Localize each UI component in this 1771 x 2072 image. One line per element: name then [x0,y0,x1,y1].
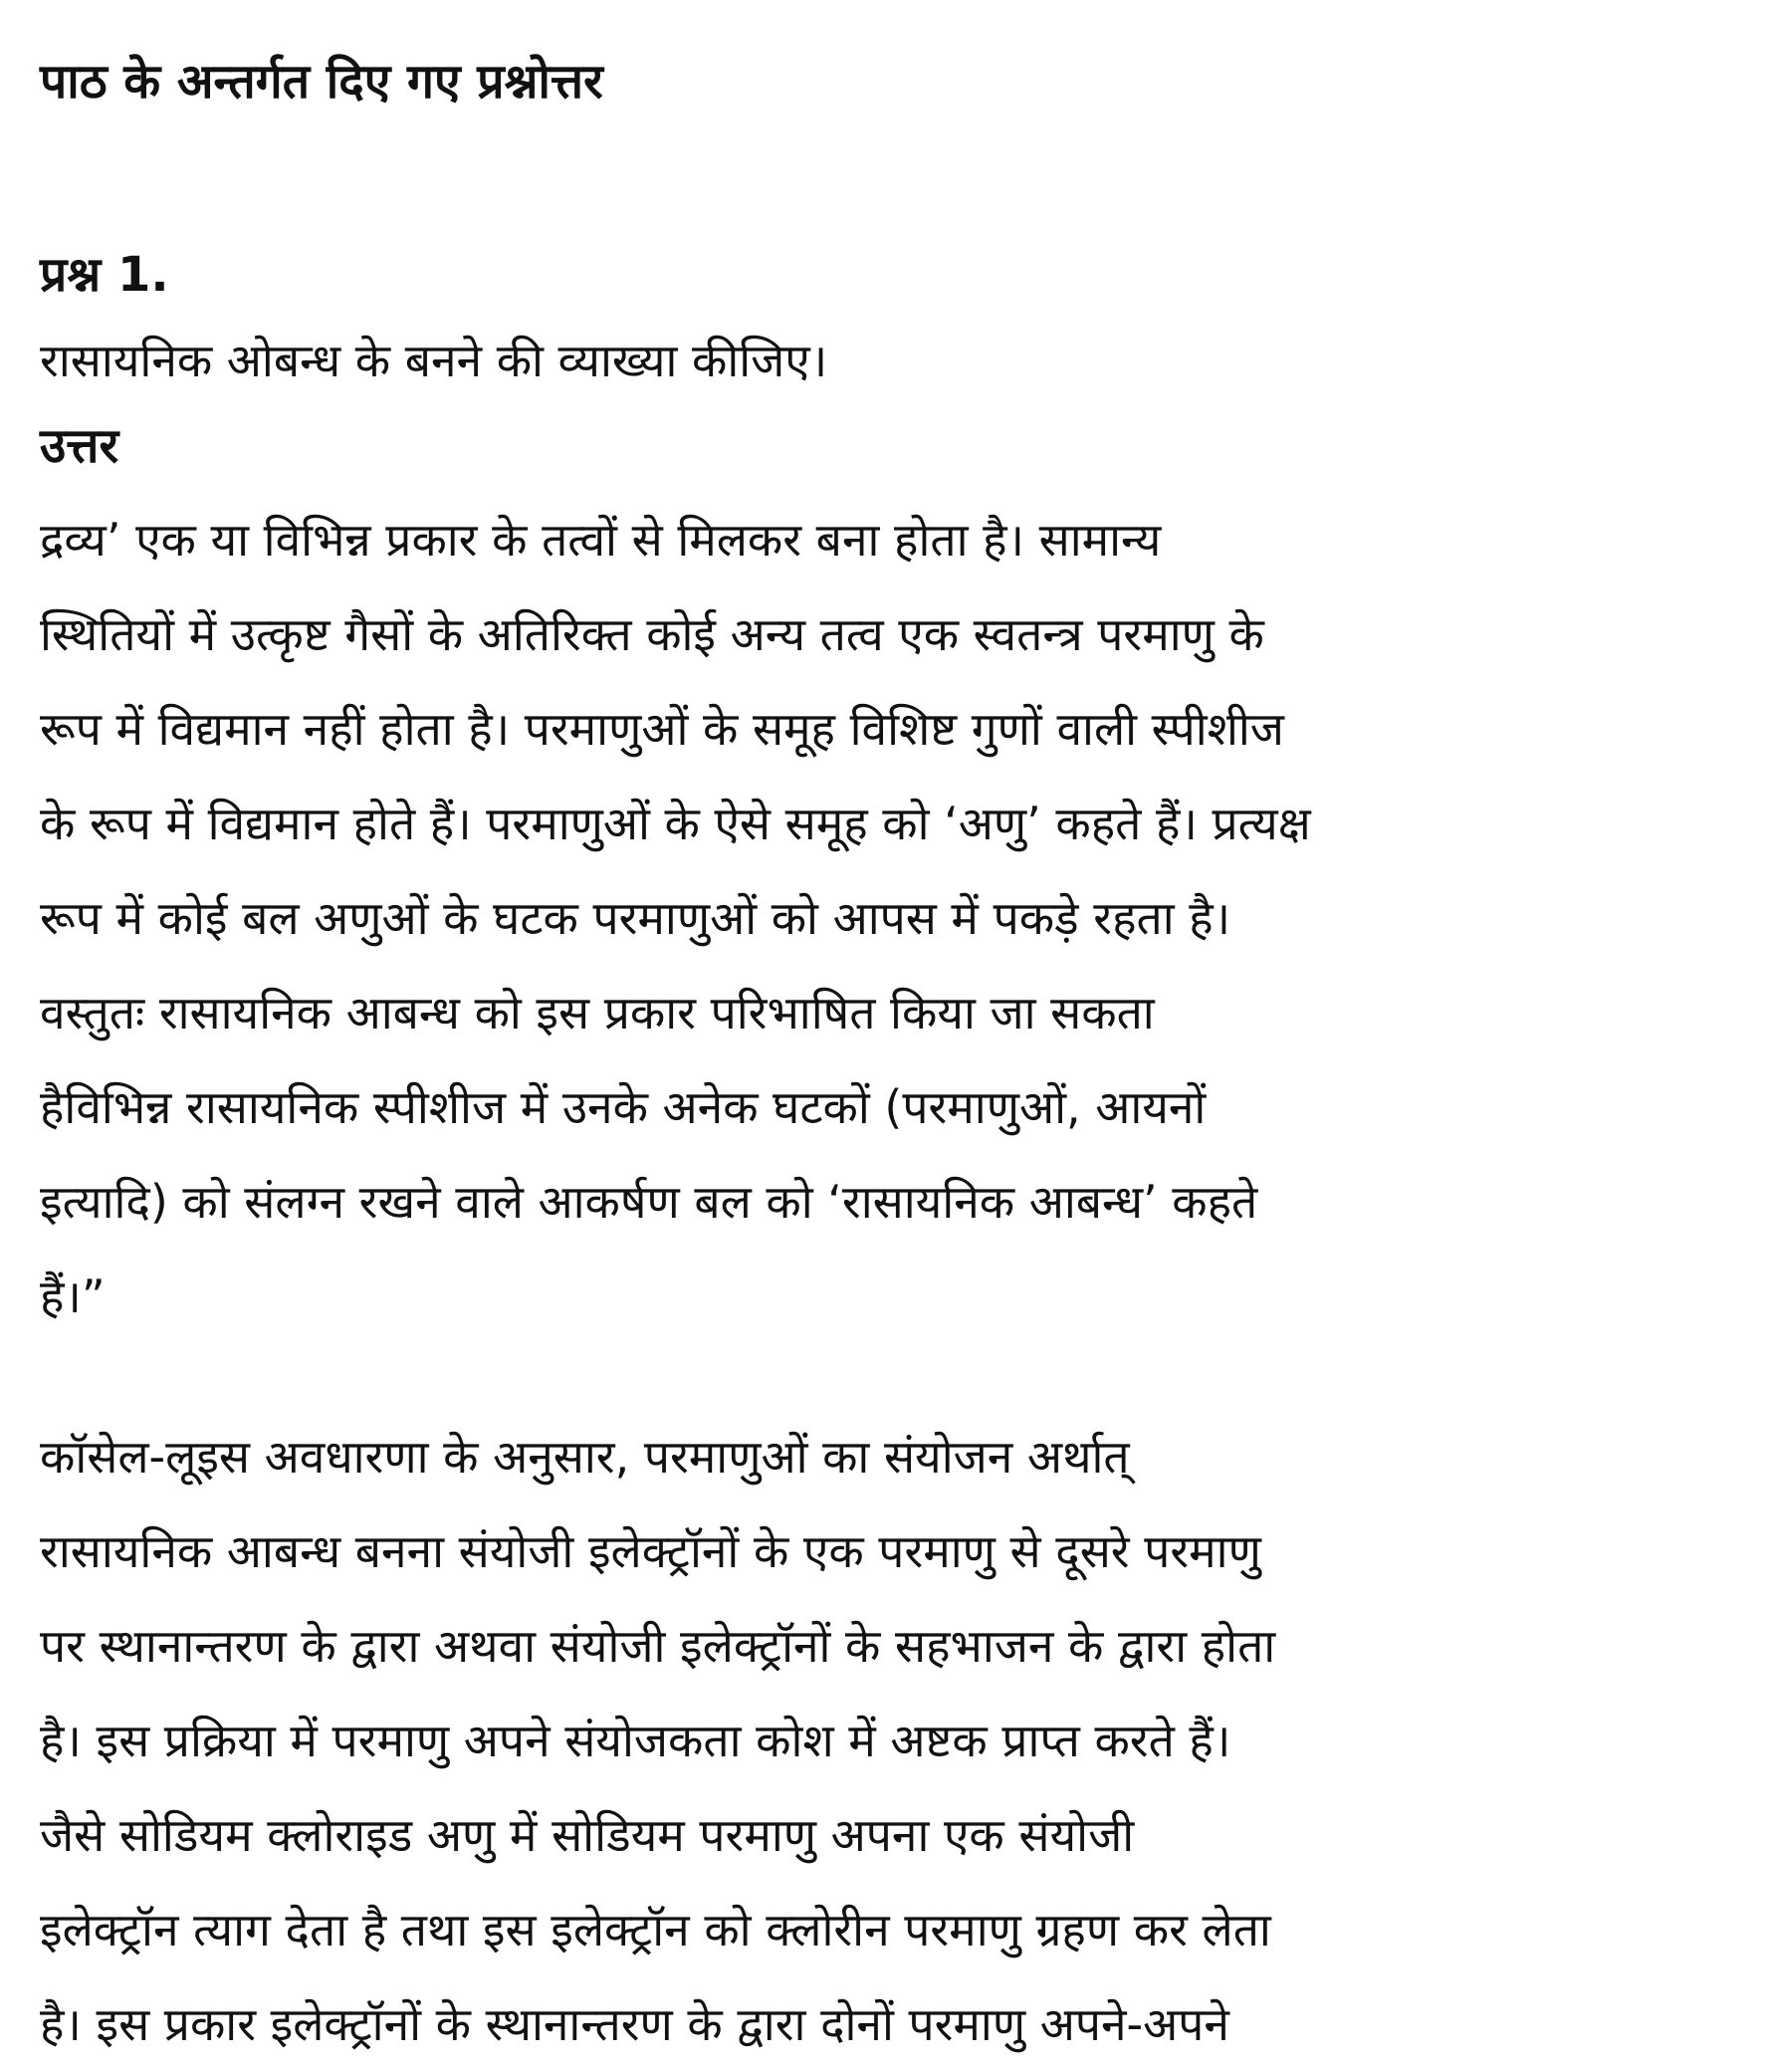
text-line: इलेक्ट्रॉन त्याग देता है तथा इस इलेक्ट्रॉन को क्लोरीन परमाणु ग्रहण कर लेता [40,1903,1271,1957]
answer-label: उत्तर [40,418,119,474]
question-text: रासायनिक ओबन्ध के बनने की व्याख्या कीजिए। [40,334,828,387]
page-title: पाठ के अन्तर्गत दिए गए प्रश्नोत्तर [40,54,603,110]
text-line: के रूप में विद्यमान होते हैं। परमाणुओं के ऐसे समूह को ‘अणु’ कहते हैं। प्रत्यक्ष [40,797,1311,850]
question-number: प्रश्न 1. [40,247,169,303]
text-line: है। इस प्रक्रिया में परमाणु अपने संयोजकता कोश में अष्टक प्राप्त करते हैं। [40,1714,1231,1767]
answer-paragraph-1 [40,493,1311,1344]
text-line: रूप में विद्यमान नहीं होता है। परमाणुओं के समूह विशिष्ट गुणों वाली स्पीशीज [40,702,1284,756]
text-line: स्थितियों में उत्कृष्ट गैसों के अतिरिक्त कोई अन्य तत्व एक स्वतन्त्र परमाणु के [40,607,1264,661]
text-line: हैविभिन्न रासायनिक स्पीशीज में उनके अनेक घटकों (परमाणुओं, आयनों [40,1080,1207,1134]
text-line: वस्तुतः रासायनिक आबन्ध को इस प्रकार परिभाषित किया जा सकता [40,986,1155,1039]
text-line: कॉसेल-लूइस अवधारणा के अनुसार, परमाणुओं का संयोजन अर्थात् [40,1430,1130,1484]
text-line: जैसे सोडियम क्लोराइड अणु में सोडियम परमाणु अपना एक संयोजी [40,1808,1135,1862]
text-line: रूप में कोई बल अणुओं के घटक परमाणुओं को आपस में पकड़े रहता है। [40,891,1231,945]
answer-paragraph-2 [40,1410,1275,2072]
text-line: पर स्थानान्तरण के द्वारा अथवा संयोजी इलेक्ट्रॉनों के सहभाजन के द्वारा होता [40,1619,1276,1673]
text-line: है। इस प्रकार इलेक्ट्रॉनों के स्थानान्तरण के द्वारा दोनों परमाणु अपने-अपने [40,1997,1229,2051]
text-line: हैं।” [40,1269,106,1323]
text-line: द्रव्य’ एक या विभिन्न प्रकार के तत्वों से मिलकर बना होता है। सामान्य [40,513,1162,567]
text-line: रासायनिक आबन्ध बनना संयोजी इलेक्ट्रॉनों के एक परमाणु से दूसरे परमाणु [40,1524,1261,1578]
text-line: इत्यादि) को संलग्न रखने वाले आकर्षण बल को ‘रासायनिक आबन्ध’ कहते [40,1175,1258,1229]
